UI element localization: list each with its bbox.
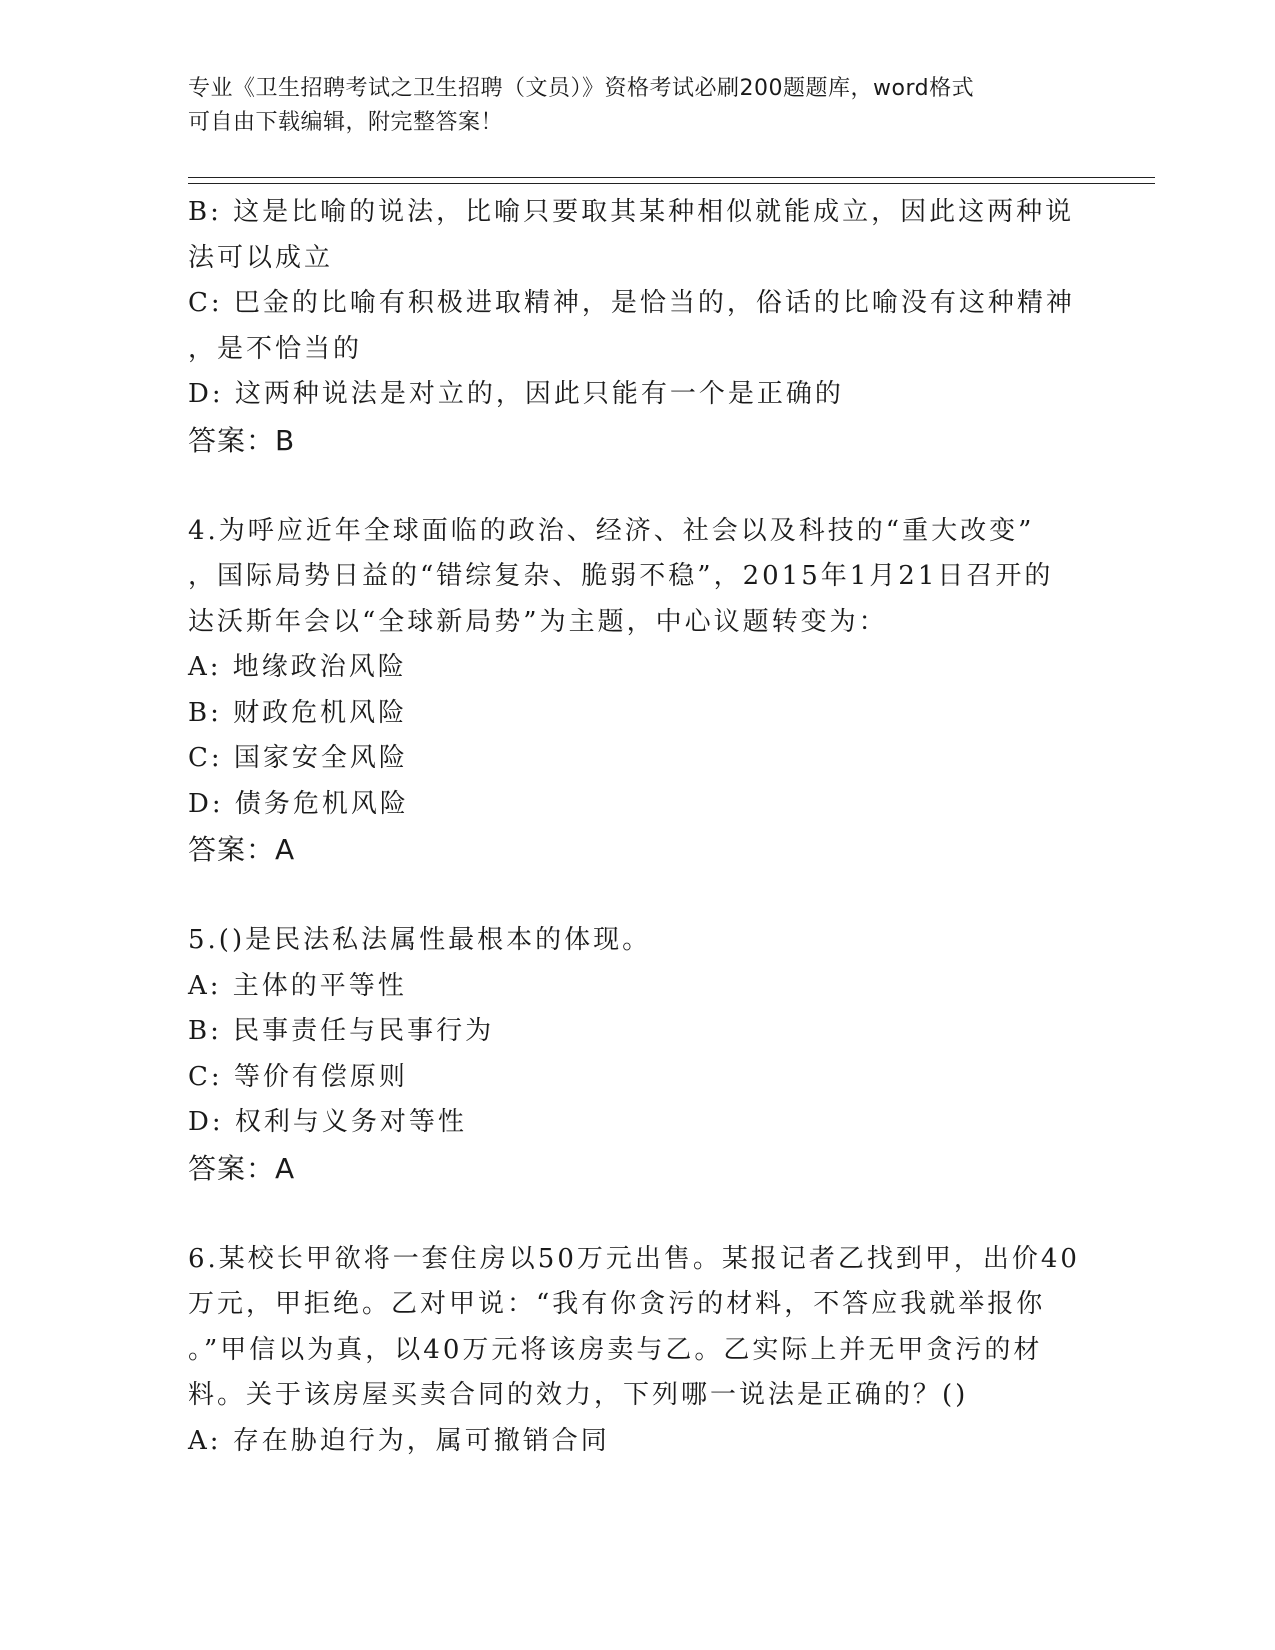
- header-line-2: 可自由下载编辑，附完整答案！: [188, 110, 504, 135]
- header-line-1: 专业《卫生招聘考试之卫生招聘（文员）》资格考试必刷200题题库，word格式: [188, 76, 975, 101]
- q5-option-a: A: 主体的平等性: [188, 970, 407, 1001]
- q6-stem-line-2: 万元，甲拒绝。乙对甲说：“我有你贪污的材料，不答应我就举报你: [188, 1289, 1046, 1319]
- q4-option-d: D: 债务危机风险: [188, 788, 409, 819]
- q4-option-c: C: 国家安全风险: [188, 743, 408, 773]
- q3-answer: 答案：B: [188, 423, 296, 457]
- document-body: [188, 190, 1088, 1464]
- question-4: [188, 509, 1088, 873]
- spacer: [188, 873, 1088, 919]
- spacer: [188, 463, 1088, 509]
- q5-option-c: C: 等价有偿原则: [188, 1061, 408, 1092]
- question-3-continued: [188, 190, 1088, 463]
- question-6: [188, 1237, 1088, 1465]
- document-header: [188, 72, 1068, 140]
- q6-stem-line-1: 6.某校长甲欲将一套住房以50万元出售。某报记者乙找到甲，出价40: [188, 1243, 1080, 1274]
- q6-option-a: A: 存在胁迫行为，属可撤销合同: [188, 1425, 610, 1456]
- q4-answer: 答案：A: [188, 833, 296, 866]
- q6-stem-line-4: 料。关于该房屋买卖合同的效力，下列哪一说法是正确的？(): [188, 1380, 969, 1410]
- q3-option-d: D: 这两种说法是对立的，因此只能有一个是正确的: [188, 379, 844, 409]
- q4-option-a: A: 地缘政治风险: [188, 652, 407, 682]
- header-rule-top: [188, 177, 1155, 178]
- q5-option-d: D: 权利与义务对等性: [188, 1107, 467, 1137]
- q5-stem: 5.()是民法私法属性最根本的体现。: [188, 925, 652, 955]
- q5-option-b: B: 民事责任与民事行为: [188, 1016, 495, 1046]
- q3-option-c-line-1: C: 巴金的比喻有积极进取精神，是恰当的，俗话的比喻没有这种精神: [188, 288, 1075, 318]
- q3-option-b-line-1: B: 这是比喻的说法，比喻只要取其某种相似就能成立，因此这两种说: [188, 197, 1075, 227]
- q5-answer: 答案：A: [188, 1151, 296, 1185]
- question-5: [188, 918, 1088, 1191]
- q4-stem-line-2: ，国际局势日益的“错综复杂、脆弱不稳”，2015年1月21日召开的: [188, 561, 1054, 591]
- header-rule-bottom: [188, 183, 1155, 184]
- q4-option-b: B: 财政危机风险: [188, 697, 408, 728]
- q4-stem-line-1: 4.为呼应近年全球面临的政治、经济、社会以及科技的“重大改变”: [188, 515, 1035, 546]
- q4-stem-line-3: 达沃斯年会以“全球新局势”为主题，中心议题转变为：: [188, 606, 888, 637]
- q6-stem-line-3: 。”甲信以为真，以40万元将该房卖与乙。乙实际上并无甲贪污的材: [188, 1334, 1043, 1365]
- q3-option-c-line-2: ，是不恰当的: [188, 333, 363, 364]
- q3-option-b-line-2: 法可以成立: [188, 242, 334, 273]
- spacer: [188, 1191, 1088, 1237]
